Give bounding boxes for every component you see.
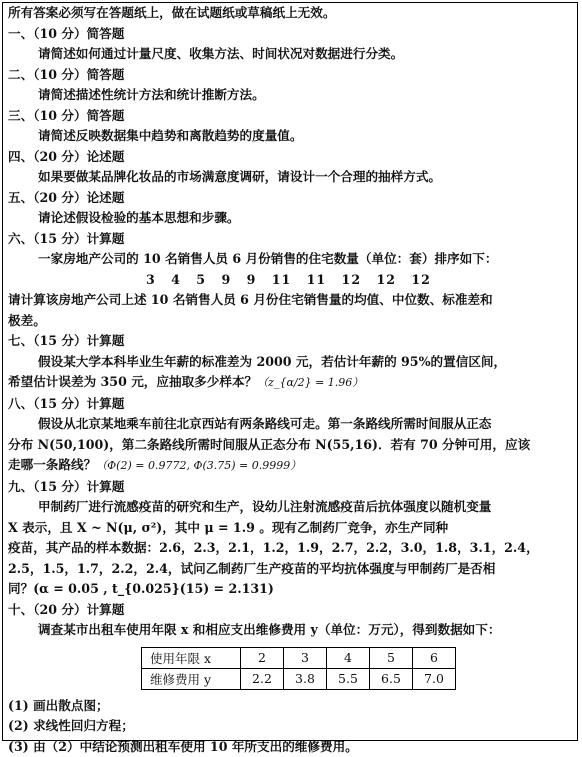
q5-body: 请论述假设检验的基本思想和步骤。 [8,208,574,229]
q10-sub1: (1) 画出散点图； [8,696,574,717]
q6-title: 六、（15 分）计算题 [8,229,574,250]
q5-title: 五、（20 分）论述题 [8,188,574,209]
table-cell: 2.2 [241,668,284,689]
q9-line1: 甲制药厂进行流感疫苗的研究和生产，设幼儿注射流感疫苗后抗体强度以随机变量 [8,497,574,518]
q8-line1: 假设从北京某地乘车前往北京西站有两条路线可走。第一条路线所需时间服从正态 [8,414,574,435]
q6-numbers: 3 4 5 9 9 11 11 12 12 12 [8,270,574,291]
q1-title: 一、（10 分）简答题 [8,24,574,45]
q7-line2-text: 希望估计误差为 350 元，应抽取多少样本？ [8,374,257,389]
table-cell: 3.8 [284,668,327,689]
q8-title: 八、（15 分）计算题 [8,394,574,415]
q4-body: 如果要做某品牌化妆品的市场满意度调研，请设计一个合理的抽样方式。 [8,167,574,188]
exam-document [8,3,574,757]
q10-sub2: (2) 求线性回归方程； [8,716,574,737]
header-note: 所有答案必须写在答题纸上，做在试题纸或草稿纸上无效。 [8,3,574,24]
table-cell: 4 [327,647,370,668]
q8-line3 [8,455,574,477]
q2-title: 二、（10 分）简答题 [8,65,574,86]
q10-data-table [141,647,456,690]
q10-intro: 调查某市出租车使用年限 x 和相应支出维修费用 y（单位：万元），得到数据如下： [8,620,574,641]
q9-line3: 疫苗，其产品的样本数据：2.6，2.3，2.1，1.2，1.9，2.7，2.2，3.0，1.8，3.1，2.4， [8,538,574,559]
q9-line2: X 表示，且 X ~ N(μ, σ²)，其中 μ = 1.9 。现有乙制药厂竞争，亦生产同种 [8,518,574,539]
table-cell: 7.0 [413,668,456,689]
q8-line3-text: 走哪一条路线？ [8,457,96,472]
q8-formula: （Φ(2) = 0.9772, Φ(3.75) = 0.9999） [96,459,301,472]
q3-title: 三、（10 分）简答题 [8,106,574,127]
q9-line4: 2.5，1.5，1.7，2.2，2.4，试问乙制药厂生产疫苗的平均抗体强度与甲制药厂是否相 [8,559,574,580]
q10-sub3: (3) 由（2）中结论预测出租车使用 10 年所支出的维修费用。 [8,737,574,757]
q1-body: 请简述如何通过计量尺度、收集方法、时间状况对数据进行分类。 [8,44,574,65]
q6-intro: 一家房地产公司的 10 名销售人员 6 月份销售的住宅数量（单位：套）排序如下： [8,249,574,270]
q10-data-table-wrap [141,647,574,690]
table-cell: 5.5 [327,668,370,689]
table-cell: 2 [241,647,284,668]
table-row [142,668,456,689]
q6-body-line1: 请计算该房地产公司上述 10 名销售人员 6 月份住宅销售量的均值、中位数、标准差和 [8,290,574,311]
q2-body: 请简述描述性统计方法和统计推断方法。 [8,85,574,106]
q7-formula: （z_{α/2} = 1.96） [257,376,363,389]
table-cell: 6.5 [370,668,413,689]
table-cell: 3 [284,647,327,668]
q7-title: 七、（15 分）计算题 [8,331,574,352]
q6-body-line2: 极差。 [8,311,574,332]
q8-line2: 分布 N(50,100)，第二条路线所需时间服从正态分布 N(55,16)．若有 70 分钟可用，应该 [8,435,574,456]
table-row [142,647,456,668]
table-row-label: 维修费用 y [142,668,241,689]
table-row-label: 使用年限 x [142,647,241,668]
table-cell: 5 [370,647,413,668]
q7-line1: 假设某大学本科毕业生年薪的标准差为 2000 元，若估计年薪的 95%的置信区间， [8,352,574,373]
q9-line5: 同？(α = 0.05 , t_{0.025}(15) = 2.131) [8,579,574,600]
table-cell: 6 [413,647,456,668]
q10-title: 十、（20 分）计算题 [8,600,574,621]
q3-body: 请简述反映数据集中趋势和离散趋势的度量值。 [8,126,574,147]
q9-title: 九、（15 分）计算题 [8,477,574,498]
q4-title: 四、（20 分）论述题 [8,147,574,168]
q7-line2 [8,372,574,394]
